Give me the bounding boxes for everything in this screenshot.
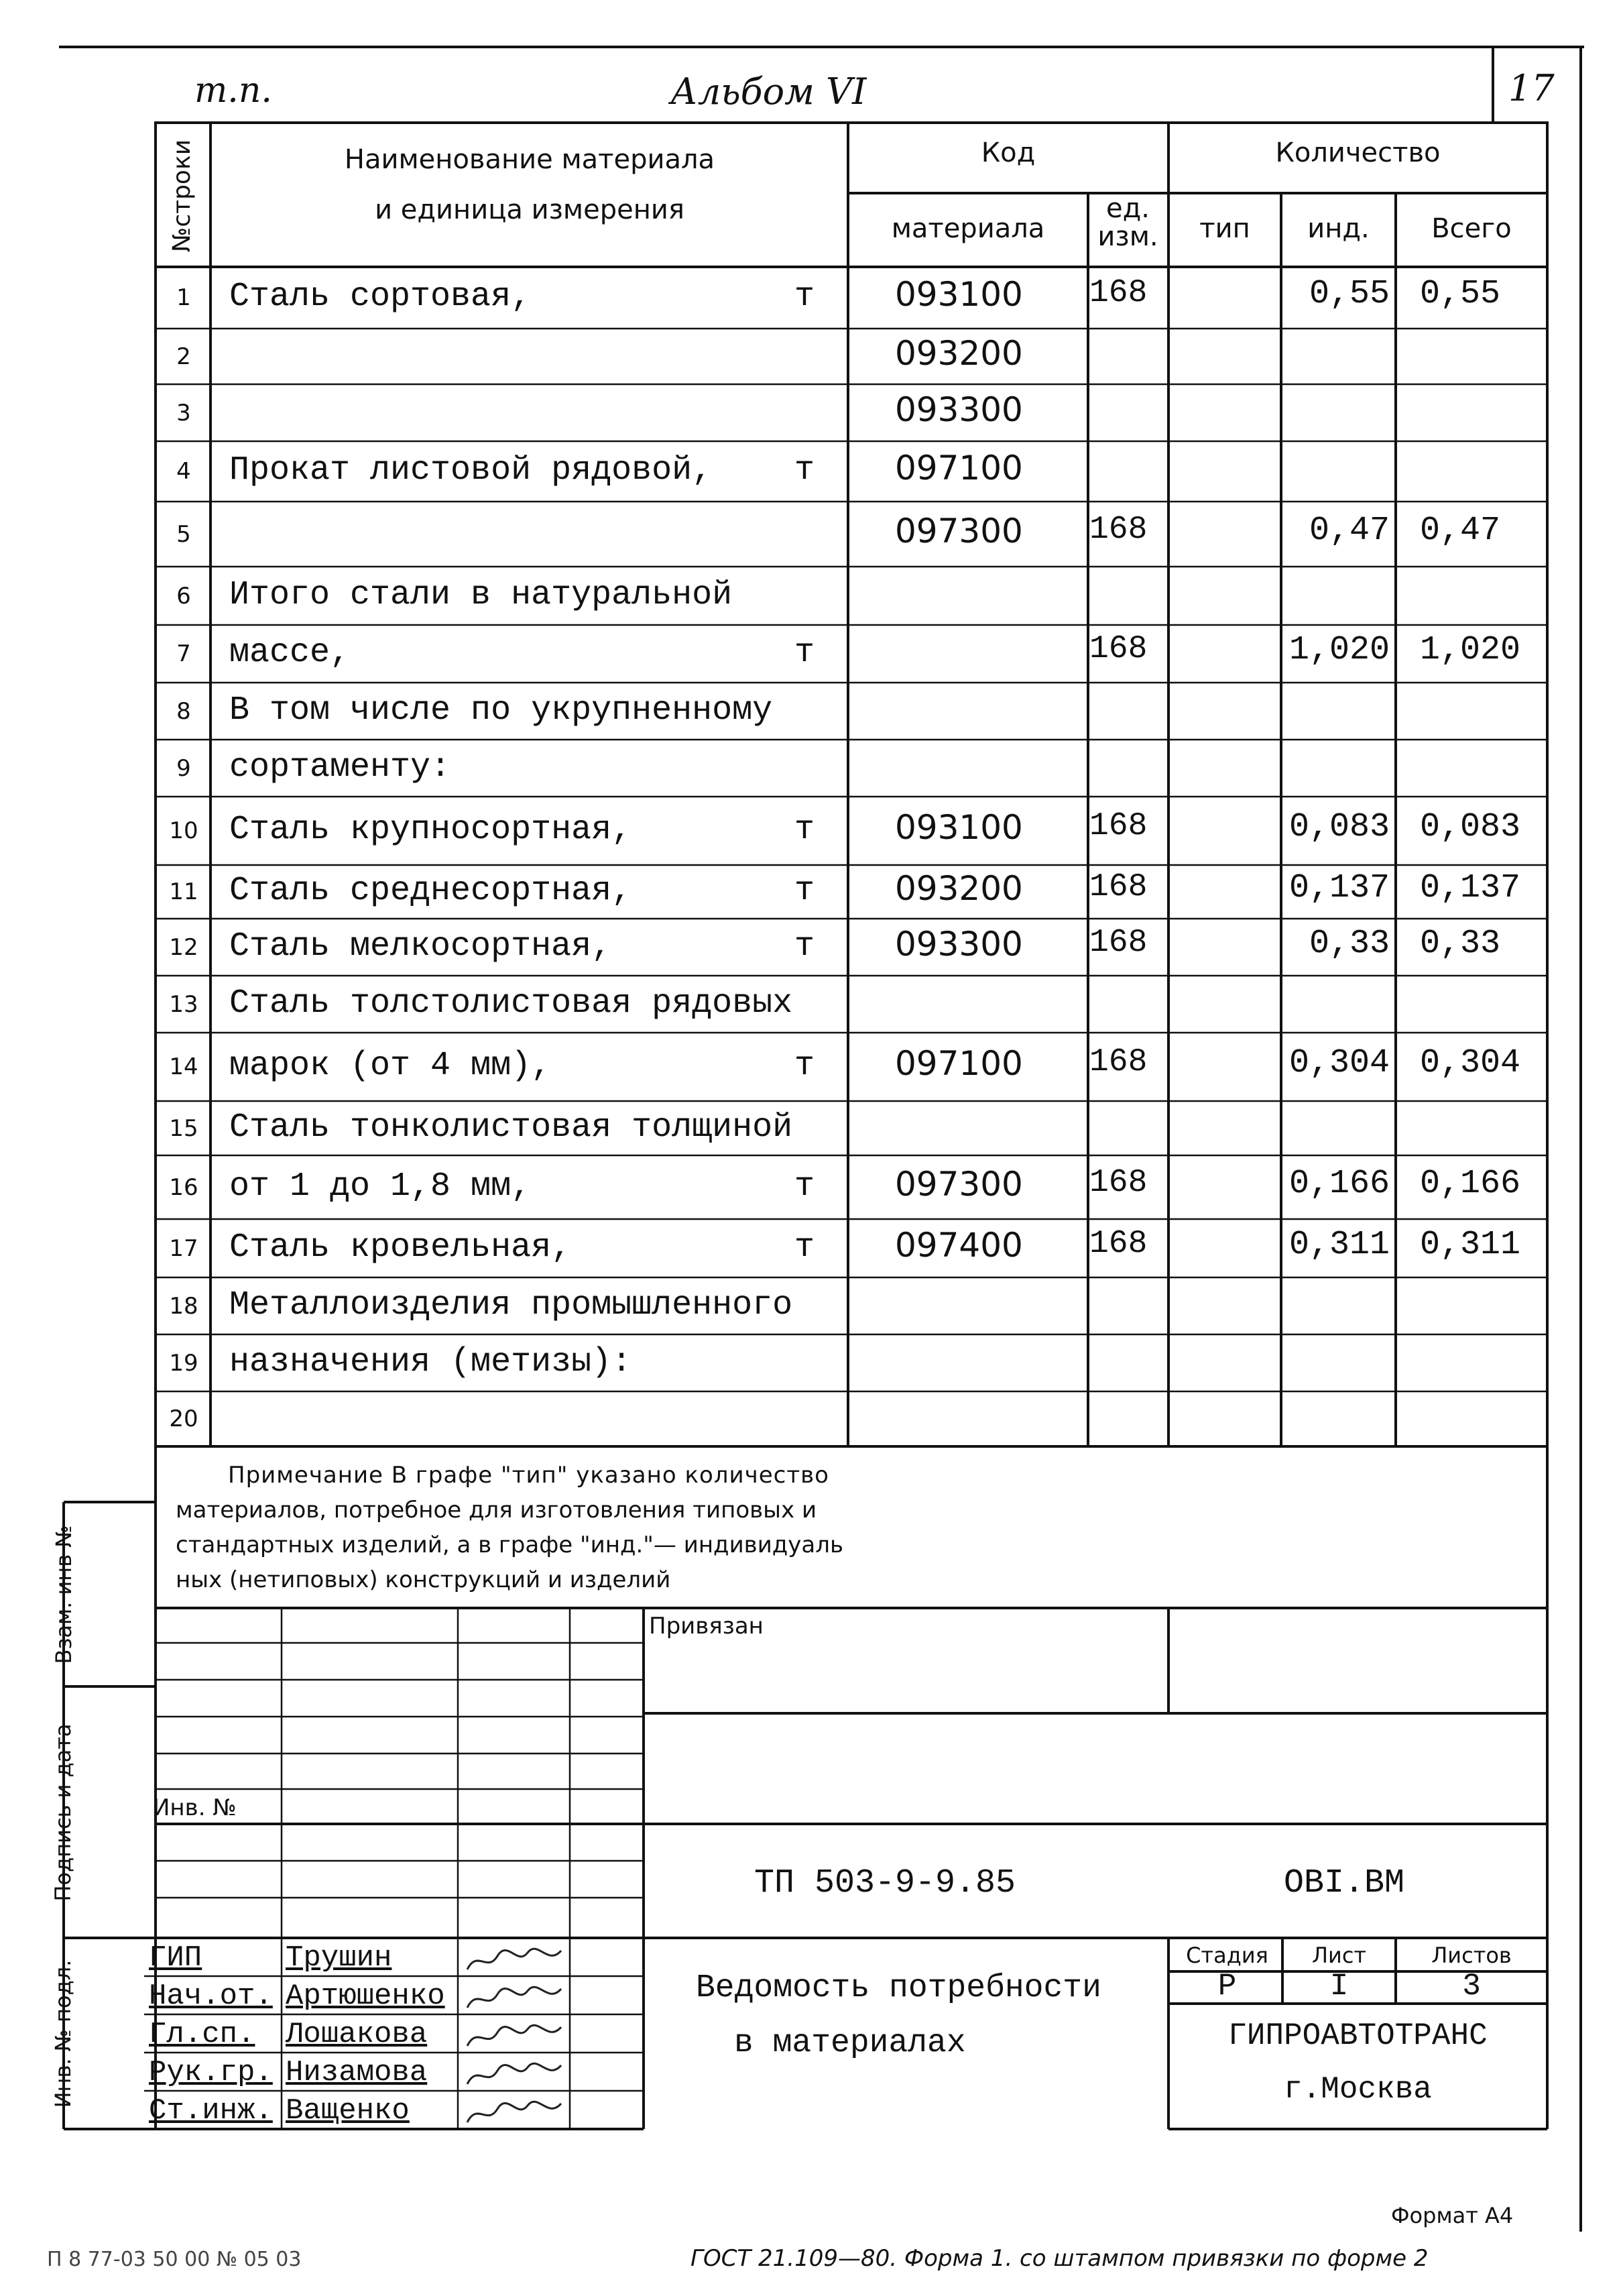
page-number: 17 (1508, 67, 1555, 109)
unit-code: 168 (1089, 808, 1148, 844)
material-name: В том числе по укрупненному (229, 691, 773, 730)
row-number: 19 (169, 1349, 198, 1377)
qty-total-header: Всего (1431, 213, 1512, 244)
row-number: 15 (169, 1114, 198, 1142)
unit-label: т (794, 451, 815, 490)
row-number: 7 (176, 640, 191, 667)
unit-label: т (794, 278, 815, 316)
quantity-header: Количество (1275, 137, 1441, 168)
tp-label: т.п. (194, 70, 272, 111)
material-code: 093200 (895, 869, 1023, 908)
qty-total: 0,166 (1420, 1164, 1521, 1203)
material-name: Прокат листовой рядовой, (229, 451, 713, 490)
row-number: 2 (176, 343, 191, 370)
privyazan-label: Привязан (649, 1613, 764, 1640)
signature-role: ГИП (149, 1941, 202, 1975)
material-name: Сталь сортовая, (229, 278, 532, 316)
signature-role: Нач.от. (149, 1979, 273, 2013)
material-code: 097100 (895, 449, 1023, 487)
document-title-line2: в материалах (734, 2025, 966, 2061)
qty-individual: 1,020 (1288, 631, 1390, 669)
row-number: 17 (169, 1235, 198, 1262)
unit-label: т (794, 811, 815, 849)
sheet-value: I (1329, 1969, 1349, 2004)
signature-name: Лошакова (286, 2018, 428, 2051)
material-name: Сталь мелкосортная, (229, 927, 612, 966)
stage-label: Стадия (1186, 1943, 1268, 1968)
note-line-3: стандартных изделий, а в графе "инд."— индивидуаль (176, 1532, 844, 1558)
name-header-line1: Наименование материала (344, 144, 715, 175)
unit-code: 168 (1089, 1044, 1148, 1080)
material-name: массе, (229, 634, 351, 672)
row-number: 13 (169, 990, 198, 1018)
unit-code: 168 (1089, 1225, 1148, 1262)
note-line-2: материалов, потребное для изготовления типовых и (176, 1497, 817, 1524)
material-name: марок (от 4 мм), (229, 1047, 552, 1085)
handwritten-signature (464, 2019, 564, 2053)
qty-individual: 0,137 (1288, 869, 1390, 907)
unit-code: 168 (1089, 631, 1148, 667)
unit-label: т (794, 1228, 815, 1267)
signature-name: Ващенко (286, 2094, 410, 2128)
qty-ind-header: инд. (1307, 213, 1370, 244)
qty-total: 1,020 (1420, 631, 1521, 669)
row-number: 14 (169, 1053, 198, 1080)
sheet-label: Лист (1311, 1943, 1367, 1968)
note-line-4: ных (нетиповых) конструкций и изделий (176, 1566, 671, 1593)
signature-role: Ст.инж. (149, 2094, 273, 2128)
row-number: 18 (169, 1292, 198, 1320)
material-name: назначения (метизы): (229, 1342, 632, 1381)
material-code: 093300 (895, 390, 1023, 429)
qty-total: 0,47 (1420, 511, 1501, 550)
unit-code: 168 (1089, 869, 1148, 905)
row-number: 3 (176, 399, 191, 426)
unit-label: т (794, 872, 815, 910)
material-code: 097300 (895, 511, 1023, 551)
material-name: Металлоизделия промышленного (229, 1285, 793, 1324)
organization-name: ГИПРОАВТОТРАНС (1228, 2018, 1488, 2053)
material-name: Сталь тонколистовая толщиной (229, 1108, 793, 1147)
row-number: 11 (169, 878, 198, 905)
left-footer-code: П 8 77-03 50 00 № 05 03 (47, 2248, 302, 2271)
qty-individual: 0,47 (1309, 511, 1390, 550)
unit-label: т (794, 1167, 815, 1206)
row-number-header: №строки (168, 139, 196, 253)
document-mark: OBI.BM (1284, 1864, 1405, 1902)
material-name: Сталь толстолистовая рядовых (229, 984, 793, 1023)
qty-individual: 0,304 (1288, 1044, 1390, 1082)
sheets-value: 3 (1462, 1969, 1481, 2004)
row-number: 4 (176, 458, 191, 485)
handwritten-signature (464, 1943, 564, 1976)
material-code: 093200 (895, 333, 1023, 373)
signature-name: Низамова (286, 2056, 428, 2089)
signature-name: Трушин (286, 1941, 392, 1975)
row-number: 10 (169, 817, 198, 844)
signature-name: Артюшенко (286, 1979, 445, 2013)
material-name: сортаменту: (229, 748, 451, 787)
album-label: Альбом VI (670, 70, 867, 113)
material-code: 097300 (895, 1164, 1023, 1204)
unit-code: 168 (1089, 1164, 1148, 1201)
qty-total: 0,304 (1420, 1044, 1521, 1082)
unit-label: т (794, 634, 815, 672)
qty-total: 0,137 (1420, 869, 1521, 907)
unit-code: 168 (1089, 275, 1148, 311)
signature-role: Гл.сп. (149, 2018, 255, 2051)
signature-role: Рук.гр. (149, 2056, 273, 2089)
row-number: 16 (169, 1173, 198, 1201)
row-number: 9 (176, 754, 191, 782)
gost-footer: ГОСТ 21.109—80. Форма 1. со штампом привязки по форме 2 (690, 2245, 1429, 2272)
row-number: 6 (176, 582, 191, 610)
row-number: 8 (176, 697, 191, 725)
unit-label: т (794, 1047, 815, 1085)
handwritten-signature (464, 2096, 564, 2129)
material-code: 093300 (895, 924, 1023, 964)
format-label: Формат А4 (1391, 2203, 1514, 2228)
qty-individual: 0,166 (1288, 1164, 1390, 1203)
qty-type-header: тип (1199, 213, 1250, 244)
unit-code: 168 (1089, 924, 1148, 961)
handwritten-signature (464, 2057, 564, 2091)
inv-no-label: Инв. № (153, 1794, 237, 1821)
row-number: 12 (169, 933, 198, 961)
material-code: 093100 (895, 275, 1023, 314)
code-header: Код (981, 137, 1036, 168)
material-code: 097400 (895, 1225, 1023, 1265)
code-material-header: материала (891, 213, 1045, 244)
document-title-line1: Ведомость потребности (696, 1970, 1101, 2006)
organization-city: г.Москва (1284, 2072, 1432, 2107)
qty-individual: 0,55 (1309, 275, 1390, 313)
note-line-1: Примечание В графе "тип" указано количество (228, 1462, 829, 1489)
side-podpis-label: Подпись и дата (50, 1723, 76, 1902)
qty-individual: 0,33 (1309, 924, 1390, 963)
material-name: Итого стали в натуральной (229, 575, 733, 614)
material-code: 093100 (895, 808, 1023, 847)
material-name: Сталь крупносортная, (229, 811, 632, 849)
material-name: Сталь среднесортная, (229, 872, 632, 910)
qty-total: 0,083 (1420, 808, 1521, 846)
qty-total: 0,311 (1420, 1225, 1521, 1264)
qty-individual: 0,311 (1288, 1225, 1390, 1264)
material-code: 097100 (895, 1044, 1023, 1083)
code-unit-header: ед. изм. (1097, 193, 1158, 252)
qty-total: 0,33 (1420, 924, 1501, 963)
handwritten-signature (464, 1981, 564, 2014)
unit-code: 168 (1089, 511, 1148, 548)
material-name: Сталь кровельная, (229, 1228, 572, 1267)
row-number: 20 (169, 1405, 198, 1432)
name-header-line2: и единица измерения (375, 194, 684, 225)
document-code: ТП 503-9-9.85 (754, 1864, 1016, 1902)
row-number: 5 (176, 520, 191, 548)
qty-total: 0,55 (1420, 275, 1501, 313)
unit-label: т (794, 927, 815, 966)
stage-value: Р (1217, 1969, 1237, 2004)
row-number: 1 (176, 284, 191, 311)
sheets-label: Листов (1431, 1943, 1512, 1968)
side-inv-label: Инв. № подл. (50, 1959, 76, 2108)
side-vzam-label: Взам. инв № (51, 1525, 76, 1664)
material-name: от 1 до 1,8 мм, (229, 1167, 532, 1206)
qty-individual: 0,083 (1288, 808, 1390, 846)
